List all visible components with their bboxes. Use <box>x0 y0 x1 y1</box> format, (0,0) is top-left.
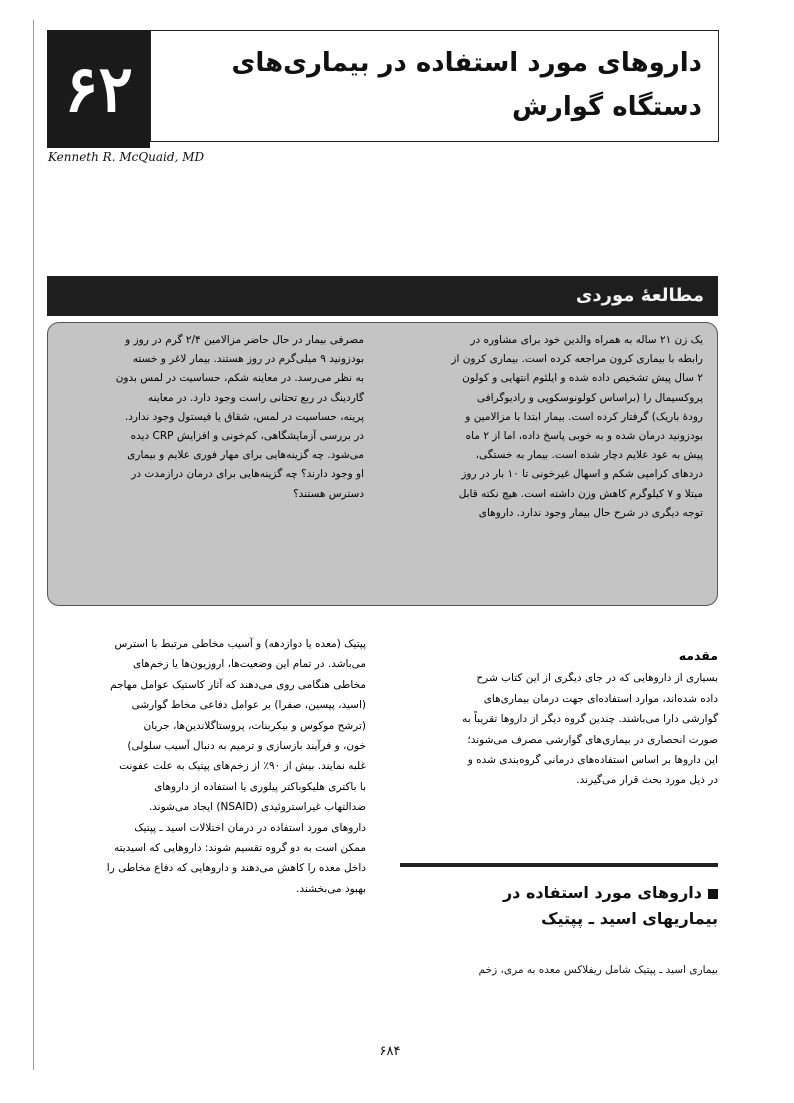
intro-heading: مقدمه <box>678 648 718 663</box>
case-study-line: مصرفی بیمار در حال حاضر مزالامین ۲/۴ گرم در روز و <box>125 334 364 346</box>
case-study-line: پیش به عود علایم دچار شده است. بیمار به خستگی، <box>475 449 703 462</box>
intro-line: داده شده‌اند، موارد استفاده‌ای جهت درمان بیماری‌های <box>483 692 718 705</box>
case-study-banner <box>47 276 718 316</box>
case-study-line: توجه دیگری در شرح حال بیمار وجود ندارد. داروهای <box>478 506 703 519</box>
case-study-line: رابطه با بیماری کرون مراجعه کرده است. بیماری کرون از <box>451 353 703 366</box>
section-heading <box>400 880 718 932</box>
body-line: (اسید، پپسین، صفرا) بر عوامل دفاعی مخاط گوارشی <box>131 699 366 712</box>
case-study-line: گاردینگ در ربع تحتانی راست وجود دارد. در معاینه <box>148 391 364 404</box>
body-line: می‌باشد. در تمام این وضعیت‌ها، اروزیون‌ها یا زخم‌های <box>133 658 366 671</box>
section-divider <box>400 863 718 867</box>
case-study-line: رودهٔ باریک) گرفتار کرده است. بیمار ابتدا با مزالامین و <box>465 410 703 423</box>
body-line: خون، و فرآیند بازسازی و ترمیم به دنبال آسیب سلولی) <box>127 740 366 753</box>
case-study-line: او وجود دارند؟ چه گزینه‌هایی برای درمان درازمدت در <box>131 468 364 481</box>
case-study-line: مبتلا و ۷ کیلوگرم کاهش وزن داشته است. هیچ نکته قابل <box>458 487 703 500</box>
section-heading-text: داروهای مورد استفاده در <box>502 883 702 902</box>
case-study-line: دردهای کرامپی شکم و اسهال غیرخونی تا ۱۰ بار در روز <box>461 468 703 481</box>
body-line: پپتیک (معده یا دوازدهه) و آسیب مخاطی مرتبط با استرس <box>114 638 366 650</box>
case-study-line: یک زن ۲۱ ساله به همراه والدین خود برای مشاوره در <box>470 334 703 346</box>
case-study-line: در بررسی آزمایشگاهی، کم‌خونی و افزایش CRP دیده <box>130 430 364 443</box>
case-study-box <box>47 322 718 606</box>
intro-line: بسیاری از داروهایی که در جای دیگری از این کتاب شرح <box>476 672 718 685</box>
chapter-title-line: داروهای مورد استفاده در بیماری‌های <box>231 48 702 78</box>
case-study-heading: مطالعهٔ موردی <box>575 285 704 306</box>
page-margin-line <box>33 20 34 1070</box>
case-study-line: دسترس هستند؟ <box>293 487 364 500</box>
case-study-line: ۲ سال پیش تشخیص داده شده و ایلئوم انتهایی و کولون <box>462 372 703 385</box>
page-number: ۶۸۴ <box>379 1044 401 1059</box>
chapter-author: Kenneth R. McQuaid, MD <box>48 150 205 164</box>
body-line: غلبه نمایند. بیش از ۹۰٪ از زخم‌های پپتیک به علت عفونت <box>119 760 366 773</box>
case-study-line: پرینه، حساسیت در لمس، شقاق یا فیستول وجود ندارد. <box>124 410 364 423</box>
case-study-line: بودزونید درمان شده و به خوبی پاسخ داده، اما از ۲ ماه <box>465 430 703 443</box>
section-body-line: بیماری اسید ـ پپتیک شامل ریفلاکس معده به مری، زخم <box>478 964 718 976</box>
body-line: داروهای مورد استفاده در درمان اختلالات اسید ـ پپتیک <box>134 821 366 834</box>
chapter-number: ۶۲ <box>64 51 133 127</box>
square-bullet-icon <box>708 889 718 899</box>
chapter-number-badge <box>47 30 150 148</box>
section-heading-line: بیماریهای اسید ـ پپتیک <box>541 909 718 928</box>
chapter-title-line: دستگاه گوارش <box>512 92 702 122</box>
intro-line: گوارشی دارا می‌باشند. چندین گروه دیگر از داروها تقریباً به <box>462 713 718 726</box>
intro-line: در ذیل مورد بحث قرار می‌گیرند. <box>576 774 718 787</box>
case-study-right-column <box>385 331 703 523</box>
case-study-left-column <box>62 331 364 504</box>
case-study-line: پروکسیمال را (براساس کولونوسکوپی و رادیوگرافی <box>476 391 703 404</box>
body-line: داخل معده را کاهش می‌دهند و داروهایی که دفاع مخاطی را <box>106 862 366 875</box>
intro-section <box>400 646 718 791</box>
left-body-column <box>48 634 366 899</box>
intro-line: صورت انحصاری در بیماری‌های گوارشی مصرف می‌شوند؛ <box>467 733 718 746</box>
chapter-title-box <box>150 30 719 142</box>
body-line: (ترشح موکوس و بیکربنات، پروستاگلاندین‌ها، جریان <box>143 719 366 732</box>
body-line: ضدالتهاب غیراستروئیدی (NSAID) ایجاد می‌شوند. <box>148 801 366 814</box>
case-study-line: می‌شود. چه گزینه‌هایی برای مهار فوری علایم و بیماری <box>127 449 364 462</box>
body-line: مخاطی هنگامی روی می‌دهند که آثار کاستیک عوامل مهاجم <box>110 678 366 691</box>
case-study-line: به نظر می‌رسد. در معاینه شکم، حساسیت در لمس بدون <box>115 372 364 385</box>
section-heading-line <box>400 880 718 906</box>
intro-line: این داروها بر اساس استفاده‌های درمانی گروه‌بندی شده و <box>467 754 718 767</box>
case-study-line: بودزونید ۹ میلی‌گرم در روز هستند. بیمار لاغر و خسته <box>132 353 364 366</box>
body-line: ممکن است به دو گروه تقسیم شوند: داروهایی که اسیدیته <box>113 842 366 855</box>
body-line: با باکتری هلیکوباکتر پیلوری یا استفاده از داروهای <box>154 780 366 793</box>
body-line: بهبود می‌بخشند. <box>296 882 366 895</box>
